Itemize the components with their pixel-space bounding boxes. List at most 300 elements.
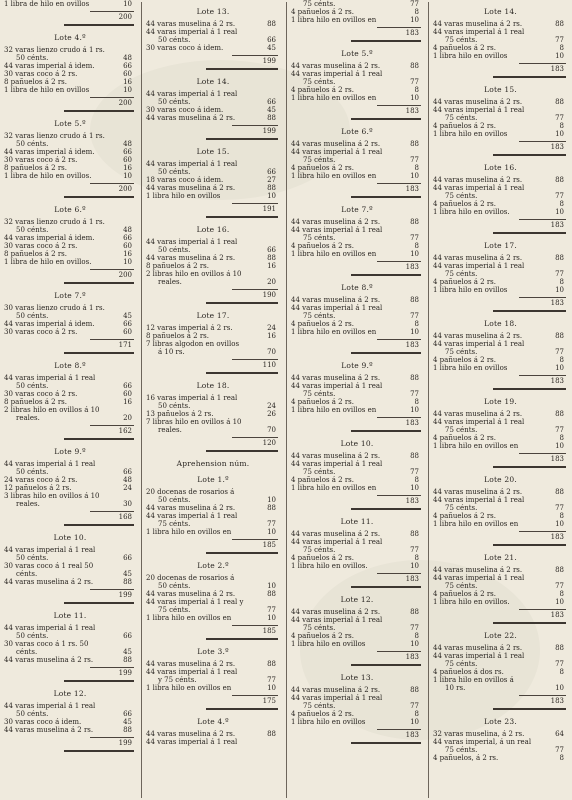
item-text: 1 libra hilo en ovillos. — [291, 562, 368, 570]
item-text: 1 libra hilo en ovillos — [433, 364, 508, 372]
item-line — [4, 132, 136, 140]
item-line — [146, 246, 280, 254]
item-amount: 88 — [267, 590, 276, 598]
item-amount: 77 — [267, 520, 276, 528]
item-line — [433, 434, 568, 442]
item-text: 44 varas imperial á idem. — [4, 320, 95, 328]
item-line — [146, 270, 280, 278]
item-text: 32 varas lienzo crudo á 1 rs. — [4, 46, 105, 54]
item-line — [433, 364, 568, 372]
lote-heading: Lote 17. — [196, 311, 230, 320]
lote-separator — [493, 154, 566, 156]
lote-total: 183 — [405, 419, 419, 427]
item-amount: 10 — [555, 520, 564, 528]
item-text: 75 cénts. — [303, 156, 336, 164]
item-line — [291, 562, 423, 570]
item-text: 44 varas muselina á 2 rs. — [4, 726, 94, 734]
item-text: 75 cénts. — [158, 520, 191, 528]
item-line — [146, 488, 280, 496]
item-text: 50 cénts. — [16, 226, 49, 234]
item-line — [433, 676, 568, 684]
item-text: 75 cénts. — [303, 78, 336, 86]
item-line — [4, 320, 136, 328]
lote-total-row — [377, 417, 421, 427]
item-amount: 88 — [410, 530, 419, 538]
lote-heading: Lote 4.º — [54, 33, 86, 42]
item-line — [4, 374, 136, 382]
item-text: 44 varas muselina á 2 rs. — [433, 566, 523, 574]
item-text: 1 libra hilo en ovillos en — [291, 172, 377, 180]
column-3 — [291, 0, 423, 800]
item-line — [291, 140, 423, 148]
lote-heading: Lote 22. — [484, 631, 517, 640]
item-text: 44 varas imperial á 1 real — [146, 512, 238, 520]
item-line — [146, 598, 280, 606]
item-line — [433, 442, 568, 450]
item-text: 50 cénts. — [16, 468, 49, 476]
item-line — [291, 62, 423, 70]
lote-block — [4, 690, 136, 752]
item-text: 44 varas imperial á 1 real — [433, 28, 525, 36]
item-line — [291, 70, 423, 78]
item-text: 44 varas muselina á 2 rs. — [4, 656, 94, 664]
item-text: 30 varas coco á idem. — [4, 718, 82, 726]
item-line — [4, 382, 136, 390]
item-text: 44 varas imperial á 1 real — [433, 106, 525, 114]
item-text: 4 pañuelos á 2 rs. — [291, 8, 355, 16]
item-text: 44 varas imperial á 1 real — [291, 148, 383, 156]
lote-separator — [351, 430, 421, 432]
lote-total: 199 — [262, 57, 276, 65]
item-line — [4, 164, 136, 172]
lote-total: 120 — [262, 439, 276, 447]
lote-total: 168 — [118, 513, 132, 521]
item-line — [4, 78, 136, 86]
item-amount: 66 — [123, 382, 132, 390]
item-text: 50 cénts. — [158, 496, 191, 504]
lote-total: 183 — [550, 611, 564, 619]
item-amount: 8 — [414, 710, 419, 718]
lote-total-row — [90, 11, 134, 21]
lote-total: 171 — [118, 341, 132, 349]
item-amount: 77 — [555, 582, 564, 590]
item-line — [4, 484, 136, 492]
item-line — [4, 718, 136, 726]
item-amount: 16 — [123, 250, 132, 258]
item-text: 44 varas imperial á 1 real — [291, 538, 383, 546]
item-text: 50 cénts. — [158, 36, 191, 44]
item-amount: 8 — [559, 122, 564, 130]
item-line — [4, 468, 136, 476]
item-amount: 88 — [267, 254, 276, 262]
item-amount: 8 — [559, 668, 564, 676]
lote-total: 191 — [262, 205, 276, 213]
lote-total-row — [232, 359, 278, 369]
item-amount: 48 — [123, 476, 132, 484]
item-text: 44 varas imperial á 1 real — [291, 382, 383, 390]
item-line — [433, 426, 568, 434]
lote-total-row — [377, 183, 421, 193]
lote-separator — [64, 24, 134, 26]
item-line — [146, 684, 280, 692]
item-amount: 70 — [267, 348, 276, 356]
lote-total: 183 — [550, 143, 564, 151]
item-text: 44 varas muselina á 2 rs. — [146, 504, 236, 512]
item-line — [291, 538, 423, 546]
item-text: 30 varas coco á 2 rs. — [4, 390, 78, 398]
lote-block — [433, 554, 568, 624]
item-line — [433, 566, 568, 574]
lote-heading: Lote 14. — [196, 77, 230, 86]
item-line — [146, 606, 280, 614]
item-line — [433, 520, 568, 528]
lote-separator — [351, 742, 421, 744]
item-line — [291, 374, 423, 382]
item-amount: 66 — [123, 148, 132, 156]
item-line — [4, 726, 136, 734]
lote-heading: Lote 21. — [484, 553, 517, 562]
lote-total-row — [232, 203, 278, 213]
item-text: 30 varas lienzo crudo á 1 rs. — [4, 304, 105, 312]
lote-block — [291, 440, 423, 510]
lote-block — [4, 612, 136, 682]
item-text: 4 pañuelos á 2 rs. — [291, 320, 355, 328]
lote-separator — [206, 450, 278, 452]
lote-total: 199 — [262, 127, 276, 135]
item-line — [433, 754, 568, 762]
item-line — [291, 156, 423, 164]
item-line — [4, 710, 136, 718]
item-line — [291, 148, 423, 156]
item-amount: 66 — [123, 62, 132, 70]
item-text: 12 varas imperial á 2 rs. — [146, 324, 233, 332]
item-text: 75 cénts. — [445, 504, 478, 512]
item-amount: 88 — [555, 410, 564, 418]
lote-heading: Lote 19. — [484, 397, 517, 406]
item-text: 1 libra hilo en ovillos en — [433, 442, 519, 450]
item-text: 4 pañuelos á 2 rs. — [433, 44, 497, 52]
lote-heading: Lote 18. — [484, 319, 517, 328]
item-text: 24 varas coco á 2 rs. — [4, 476, 78, 484]
item-amount: 66 — [123, 234, 132, 242]
item-amount: 77 — [267, 606, 276, 614]
lote-heading: Lote 15. — [196, 147, 230, 156]
item-amount: 88 — [555, 644, 564, 652]
item-line — [433, 668, 568, 676]
item-amount: 8 — [414, 86, 419, 94]
lote-block — [433, 86, 568, 156]
lote-heading: Lote 7.º — [54, 291, 86, 300]
item-line — [433, 574, 568, 582]
item-text: reales. — [158, 426, 182, 434]
item-amount: 20 — [267, 278, 276, 286]
lote-total-row — [90, 183, 134, 193]
item-text: 44 varas muselina á 2 rs. — [291, 218, 381, 226]
item-amount: 10 — [555, 684, 564, 692]
lote-heading: Lote 9.º — [54, 447, 86, 456]
item-amount: 16 — [267, 262, 276, 270]
item-line — [433, 28, 568, 36]
lote-total-row — [232, 55, 278, 65]
item-line — [146, 176, 280, 184]
item-line — [146, 44, 280, 52]
item-amount: 8 — [559, 590, 564, 598]
item-line — [291, 0, 423, 8]
item-line — [433, 332, 568, 340]
lote-total: 199 — [118, 669, 132, 677]
item-line — [291, 452, 423, 460]
item-text: 44 varas imperial á 1 real — [4, 702, 96, 710]
lote-separator — [206, 708, 278, 710]
column-divider — [428, 2, 429, 798]
item-amount: 77 — [410, 156, 419, 164]
item-line — [146, 574, 280, 582]
item-line — [146, 324, 280, 332]
item-amount: 10 — [410, 16, 419, 24]
item-line — [433, 340, 568, 348]
item-amount: 77 — [555, 746, 564, 754]
item-amount: 77 — [555, 660, 564, 668]
item-text: 44 varas muselina á 2 rs. — [433, 176, 523, 184]
item-line — [433, 114, 568, 122]
item-text: 8 pañuelos á 2 rs. — [4, 78, 68, 86]
item-line — [146, 20, 280, 28]
item-line — [146, 394, 280, 402]
item-text: 4 pañuelos á 2 rs. — [291, 164, 355, 172]
item-line — [291, 226, 423, 234]
item-amount: 8 — [414, 8, 419, 16]
item-text: 44 varas imperial á idem. — [4, 148, 95, 156]
item-text: cénts. — [16, 648, 38, 656]
lote-total: 183 — [405, 341, 419, 349]
item-text: cénts. — [16, 570, 38, 578]
item-amount: 88 — [555, 98, 564, 106]
item-amount: 45 — [123, 312, 132, 320]
item-line — [146, 192, 280, 200]
item-text: 1 libra hilo en ovillos — [433, 130, 508, 138]
item-text: 1 libra hilo en ovillos. — [433, 208, 510, 216]
item-line — [291, 640, 423, 648]
item-line — [4, 562, 136, 570]
item-amount: 88 — [555, 566, 564, 574]
lote-total: 190 — [262, 291, 276, 299]
lote-heading: Lote 12. — [340, 595, 374, 604]
lote-separator — [206, 552, 278, 554]
lote-total-row — [377, 339, 421, 349]
item-text: 44 varas muselina á 2 rs. — [291, 452, 381, 460]
item-line — [291, 476, 423, 484]
item-amount: 66 — [123, 710, 132, 718]
item-line — [291, 86, 423, 94]
item-line — [4, 258, 136, 266]
item-line — [4, 234, 136, 242]
item-line — [4, 62, 136, 70]
item-text: 30 varas coco á 1 rs. 50 — [4, 640, 89, 648]
item-amount: 8 — [414, 476, 419, 484]
item-line — [433, 590, 568, 598]
lote-total-row — [519, 609, 566, 619]
lote-heading: Lote 10. — [340, 439, 374, 448]
item-line — [4, 70, 136, 78]
item-text: 50 cénts. — [16, 382, 49, 390]
item-text: 50 cénts. — [158, 168, 191, 176]
lote-heading: Lote 7.º — [341, 205, 373, 214]
item-amount: 10 — [410, 718, 419, 726]
column-divider — [141, 2, 142, 798]
item-line — [146, 254, 280, 262]
item-amount: 8 — [414, 242, 419, 250]
lote-total: 183 — [550, 221, 564, 229]
item-text: 44 varas imperial á 1 real — [433, 418, 525, 426]
item-text: 4 pañuelos á dos rs. — [433, 668, 504, 676]
item-text: 32 varas lienzo crudo á 1 rs. — [4, 132, 105, 140]
lote-total-row — [232, 695, 278, 705]
item-line — [433, 192, 568, 200]
item-line — [433, 410, 568, 418]
item-line — [291, 398, 423, 406]
item-amount: 10 — [410, 328, 419, 336]
lote-separator — [64, 196, 134, 198]
item-line — [291, 382, 423, 390]
item-text: reales. — [16, 500, 40, 508]
item-text: y 75 cénts. — [158, 676, 197, 684]
item-line — [146, 738, 280, 746]
item-line — [146, 160, 280, 168]
lote-total: 183 — [550, 455, 564, 463]
lote-block — [433, 242, 568, 312]
lote-total-row — [519, 63, 566, 73]
item-text: 32 varas muselina, á 2 rs. — [433, 730, 525, 738]
item-text: 44 varas muselina á 2 rs. — [291, 140, 381, 148]
item-line — [291, 218, 423, 226]
lote-total: 199 — [118, 591, 132, 599]
item-text: 44 varas imperial á 1 real — [4, 460, 96, 468]
lote-separator — [64, 110, 134, 112]
item-text: 1 libra hilo en ovillos — [146, 192, 221, 200]
item-line — [146, 90, 280, 98]
lote-separator — [206, 216, 278, 218]
item-amount: 10 — [410, 250, 419, 258]
lote-total: 110 — [262, 361, 276, 369]
lote-heading: Lote 8.º — [54, 361, 86, 370]
item-line — [433, 270, 568, 278]
item-amount: 8 — [414, 554, 419, 562]
item-amount: 10 — [267, 496, 276, 504]
item-line — [146, 278, 280, 286]
lote-block — [291, 674, 423, 744]
lote-total-row — [90, 269, 134, 279]
lote-total: 183 — [550, 299, 564, 307]
item-amount: 88 — [555, 254, 564, 262]
lote-block — [4, 0, 136, 26]
item-amount: 10 — [267, 684, 276, 692]
item-line — [291, 484, 423, 492]
lote-separator — [493, 232, 566, 234]
lote-block — [433, 632, 568, 710]
item-text: 8 pañuelos á 2 rs. — [4, 398, 68, 406]
item-amount: 77 — [410, 234, 419, 242]
item-text: 1 libra hilo en ovillos. — [433, 598, 510, 606]
item-amount: 88 — [410, 374, 419, 382]
item-line — [291, 250, 423, 258]
item-text: 44 varas imperial á 1 real — [4, 546, 96, 554]
item-amount: 10 — [555, 130, 564, 138]
item-amount: 88 — [123, 656, 132, 664]
lote-block — [4, 120, 136, 198]
lote-block — [291, 128, 423, 198]
item-text: 4 pañuelos á 2 rs. — [433, 200, 497, 208]
item-line — [433, 652, 568, 660]
item-line — [291, 718, 423, 726]
lote-block — [146, 476, 280, 554]
item-line — [433, 644, 568, 652]
item-amount: 77 — [267, 676, 276, 684]
lote-total: 183 — [550, 65, 564, 73]
item-line — [4, 578, 136, 586]
item-text: 1 libra hilo en ovillos en — [433, 520, 519, 528]
item-text: 75 cénts. — [445, 582, 478, 590]
item-amount: 88 — [410, 62, 419, 70]
item-amount: 88 — [410, 296, 419, 304]
item-text: 75 cénts. — [303, 234, 336, 242]
lote-total-row — [232, 539, 278, 549]
item-amount: 10 — [410, 640, 419, 648]
lote-heading: Lote 9.º — [341, 361, 373, 370]
lote-separator — [493, 388, 566, 390]
item-text: 44 varas muselina á 2 rs. — [433, 410, 523, 418]
lote-separator — [351, 196, 421, 198]
item-text: 1 libra hilo en ovillos en — [291, 484, 377, 492]
item-text: 1 libra hilo en ovillos en — [146, 614, 232, 622]
item-line — [4, 702, 136, 710]
item-line — [433, 348, 568, 356]
item-text: 8 pañuelos á 2 rs. — [146, 332, 210, 340]
lote-total-row — [519, 453, 566, 463]
item-amount: 8 — [559, 200, 564, 208]
item-line — [146, 340, 280, 348]
item-text: 44 varas imperial á 1 real — [433, 184, 525, 192]
item-text: 44 varas muselina á 2 rs. — [146, 20, 236, 28]
item-line — [433, 512, 568, 520]
item-line — [4, 250, 136, 258]
item-line — [433, 746, 568, 754]
lote-total-row — [519, 141, 566, 151]
lote-heading: Lote 4.º — [197, 717, 229, 726]
item-text: 1 libra de hilo en ovillos. — [4, 172, 92, 180]
item-line — [4, 328, 136, 336]
item-text: 1 libra hilo en ovillos en — [291, 16, 377, 24]
lote-separator — [206, 68, 278, 70]
item-text: 1 libra hilo en ovillos — [291, 718, 366, 726]
item-text: 4 pañuelos á 2 rs. — [291, 476, 355, 484]
item-line — [4, 648, 136, 656]
item-text: 20 docenas de rosarios á — [146, 488, 235, 496]
item-text: 44 varas muselina á 2 rs. — [146, 730, 236, 738]
item-amount: 88 — [410, 218, 419, 226]
item-text: 30 varas coco á idem. — [146, 106, 224, 114]
item-amount: 88 — [267, 660, 276, 668]
item-text: 10 rs. — [445, 684, 466, 692]
item-line — [291, 78, 423, 86]
item-line — [433, 418, 568, 426]
lote-separator — [64, 524, 134, 526]
item-text: 1 libra de hilo en ovillos — [4, 0, 90, 8]
item-line — [146, 410, 280, 418]
column-1 — [4, 0, 136, 800]
item-amount: 10 — [555, 52, 564, 60]
item-text: 4 pañuelos á 2 rs. — [433, 356, 497, 364]
item-line — [146, 660, 280, 668]
